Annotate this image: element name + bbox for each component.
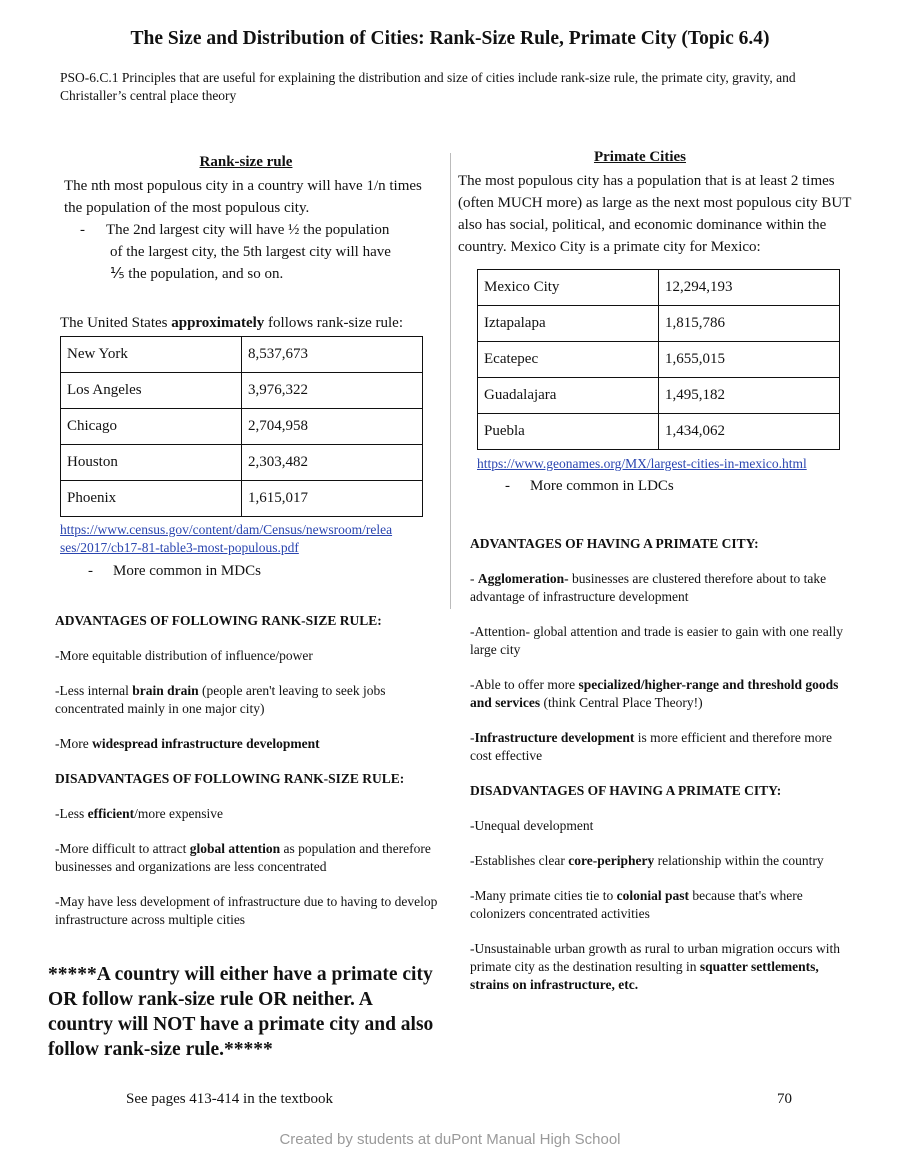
- list-item: [55, 840, 445, 876]
- city-cell: Chicago: [61, 409, 242, 445]
- table-row: [478, 342, 840, 378]
- item-text: -Establishes clear: [470, 853, 569, 868]
- table-row: [61, 445, 423, 481]
- bullet-line: of the largest city, the 5th largest city will have: [110, 244, 391, 260]
- census-source-link-block[interactable]: [60, 521, 430, 557]
- item-emphasis: widespread infrastructure development: [92, 736, 320, 751]
- us-intro: [60, 315, 440, 332]
- item-emphasis: squatter settlements, strains on infrastructure, etc.: [470, 959, 819, 992]
- section-heading: ADVANTAGES OF HAVING A PRIMATE CITY:: [470, 536, 759, 551]
- item-text: -Unsustainable urban growth as rural to urban migration occurs with primate city as the destination resulting in: [470, 941, 841, 974]
- mexico-cities-table: [477, 269, 840, 450]
- item-text: because that's where colonizers concentrated activities: [470, 888, 803, 921]
- item-text: as population and therefore businesses and organizations are less concentrated: [55, 841, 431, 874]
- primate-cities-heading: Primate Cities: [593, 149, 687, 165]
- population-cell: 1,815,786: [659, 306, 840, 342]
- section-heading: ADVANTAGES OF FOLLOWING RANK-SIZE RULE:: [55, 613, 382, 628]
- credit-footer: Created by students at duPont Manual High School: [279, 1131, 621, 1148]
- city-cell: Houston: [61, 445, 242, 481]
- item-text: -: [470, 571, 478, 586]
- population-cell: 3,976,322: [242, 373, 423, 409]
- us-intro-text: follows rank-size rule:: [264, 315, 404, 331]
- item-text: is more efficient and therefore more cost effective: [470, 730, 833, 763]
- list-item: [470, 570, 850, 606]
- list-item: [470, 887, 850, 923]
- city-cell: Mexico City: [478, 270, 659, 306]
- us-intro-text: The United States: [60, 315, 172, 331]
- geonames-source-link-block[interactable]: [477, 455, 857, 473]
- table-row: [61, 337, 423, 373]
- population-cell: 2,303,482: [242, 445, 423, 481]
- item-text: (people aren't leaving to seek jobs concentrated mainly in one major city): [55, 683, 386, 716]
- city-cell: Phoenix: [61, 481, 242, 517]
- city-cell: Los Angeles: [61, 373, 242, 409]
- item-text: businesses are clustered therefore about to take advantage of infrastructure development: [470, 571, 827, 604]
- note-text: More common in LDCs: [530, 478, 674, 494]
- item-text: -Less: [55, 806, 88, 821]
- standard-text: PSO-6.C.1 Principles that are useful for explaining the distribution and size of cities include rank-size rule, the primate city, gravity, and Christaller’s central place theory: [60, 70, 796, 103]
- city-cell: Puebla: [478, 414, 659, 450]
- list-item: [470, 852, 850, 870]
- item-emphasis: global attention: [189, 841, 281, 856]
- item-emphasis: colonial past: [616, 888, 689, 903]
- item-text: -: [470, 730, 475, 745]
- table-row: [61, 481, 423, 517]
- rank-size-heading: Rank-size rule: [199, 154, 293, 170]
- population-cell: 12,294,193: [659, 270, 840, 306]
- primate-pros-cons: [470, 535, 850, 994]
- rank-size-pros-cons: [55, 612, 445, 929]
- rank-size-bullet: [80, 219, 435, 285]
- list-item: [55, 682, 445, 718]
- city-cell: New York: [61, 337, 242, 373]
- list-item: [470, 729, 850, 765]
- table-row: [478, 414, 840, 450]
- geonames-source-link[interactable]: https://www.geonames.org/MX/largest-cities-in-mexico.html: [477, 456, 807, 471]
- rank-size-definition: The nth most populous city in a country will have 1/n times the population of the most populous city.: [64, 178, 422, 216]
- item-text: -More difficult to attract: [55, 841, 190, 856]
- bullet-line: The 2nd largest city will have ½ the population: [106, 222, 390, 238]
- table-row: [61, 373, 423, 409]
- column-divider: [450, 153, 451, 609]
- city-cell: Ecatepec: [478, 342, 659, 378]
- us-cities-table: [60, 336, 423, 517]
- city-cell: Guadalajara: [478, 378, 659, 414]
- item-emphasis: specialized/higher-range and threshold goods and services: [470, 677, 839, 710]
- table-row: [61, 409, 423, 445]
- page-title: The Size and Distribution of Cities: Rank-Size Rule, Primate City (Topic 6.4): [130, 28, 770, 49]
- item-emphasis: core-periphery: [568, 853, 655, 868]
- census-source-link[interactable]: [60, 522, 392, 555]
- bullet-dash: -: [80, 222, 85, 238]
- bullet-line: ⅕ the population, and so on.: [110, 266, 284, 282]
- item-text: -Less internal: [55, 683, 133, 698]
- link-line[interactable]: ses/2017/cb17-81-table3-most-populous.pdf: [60, 540, 299, 555]
- city-cell: Iztapalapa: [478, 306, 659, 342]
- list-item: -More equitable distribution of influence/power: [55, 648, 313, 663]
- item-text: (think Central Place Theory!): [540, 695, 703, 710]
- link-line[interactable]: https://www.census.gov/content/dam/Census/newsroom/relea: [60, 522, 393, 537]
- population-cell: 1,495,182: [659, 378, 840, 414]
- list-item: [55, 735, 445, 753]
- population-cell: 1,615,017: [242, 481, 423, 517]
- population-cell: 2,704,958: [242, 409, 423, 445]
- note-dash: -: [505, 478, 510, 494]
- textbook-reference: See pages 413-414 in the textbook: [126, 1091, 334, 1107]
- us-intro-emphasis: approximately: [171, 315, 265, 331]
- item-text: relationship within the country: [654, 853, 824, 868]
- item-emphasis: Infrastructure development: [474, 730, 635, 745]
- population-cell: 8,537,673: [242, 337, 423, 373]
- list-item: -May have less development of infrastructure due to having to develop infrastructure across multiple cities: [55, 894, 438, 927]
- list-item: [470, 940, 850, 994]
- list-item: [55, 805, 445, 823]
- item-text: -More: [55, 736, 93, 751]
- key-takeaway-note: *****A country will either have a primate city OR follow rank-size rule OR neither. A country will NOT have a primate city and also follow rank-size rule.*****: [48, 964, 434, 1060]
- item-emphasis: Agglomeration-: [477, 571, 569, 586]
- page-number: 70: [777, 1091, 792, 1107]
- note-dash: -: [88, 563, 93, 579]
- list-item: -Attention- global attention and trade is easier to gain with one really large city: [470, 624, 844, 657]
- section-heading: DISADVANTAGES OF HAVING A PRIMATE CITY:: [470, 783, 782, 798]
- item-emphasis: brain drain: [132, 683, 199, 698]
- table-row: [478, 306, 840, 342]
- item-emphasis: efficient: [87, 806, 135, 821]
- list-item: -Unequal development: [470, 818, 594, 833]
- section-heading: DISADVANTAGES OF FOLLOWING RANK-SIZE RULE:: [55, 771, 405, 786]
- item-text: /more expensive: [134, 806, 223, 821]
- note-text: More common in MDCs: [113, 563, 261, 579]
- table-row: [478, 378, 840, 414]
- primate-cities-definition: The most populous city has a population that is at least 2 times (often MUCH more) as large as the next most populous city BUT also has social, political, and economic dominance within the country. Mexico City is a primate city for Mexico:: [458, 173, 852, 255]
- table-row: [478, 270, 840, 306]
- population-cell: 1,655,015: [659, 342, 840, 378]
- item-text: -Able to offer more: [470, 677, 579, 692]
- item-text: -Many primate cities tie to: [470, 888, 617, 903]
- population-cell: 1,434,062: [659, 414, 840, 450]
- list-item: [470, 676, 850, 712]
